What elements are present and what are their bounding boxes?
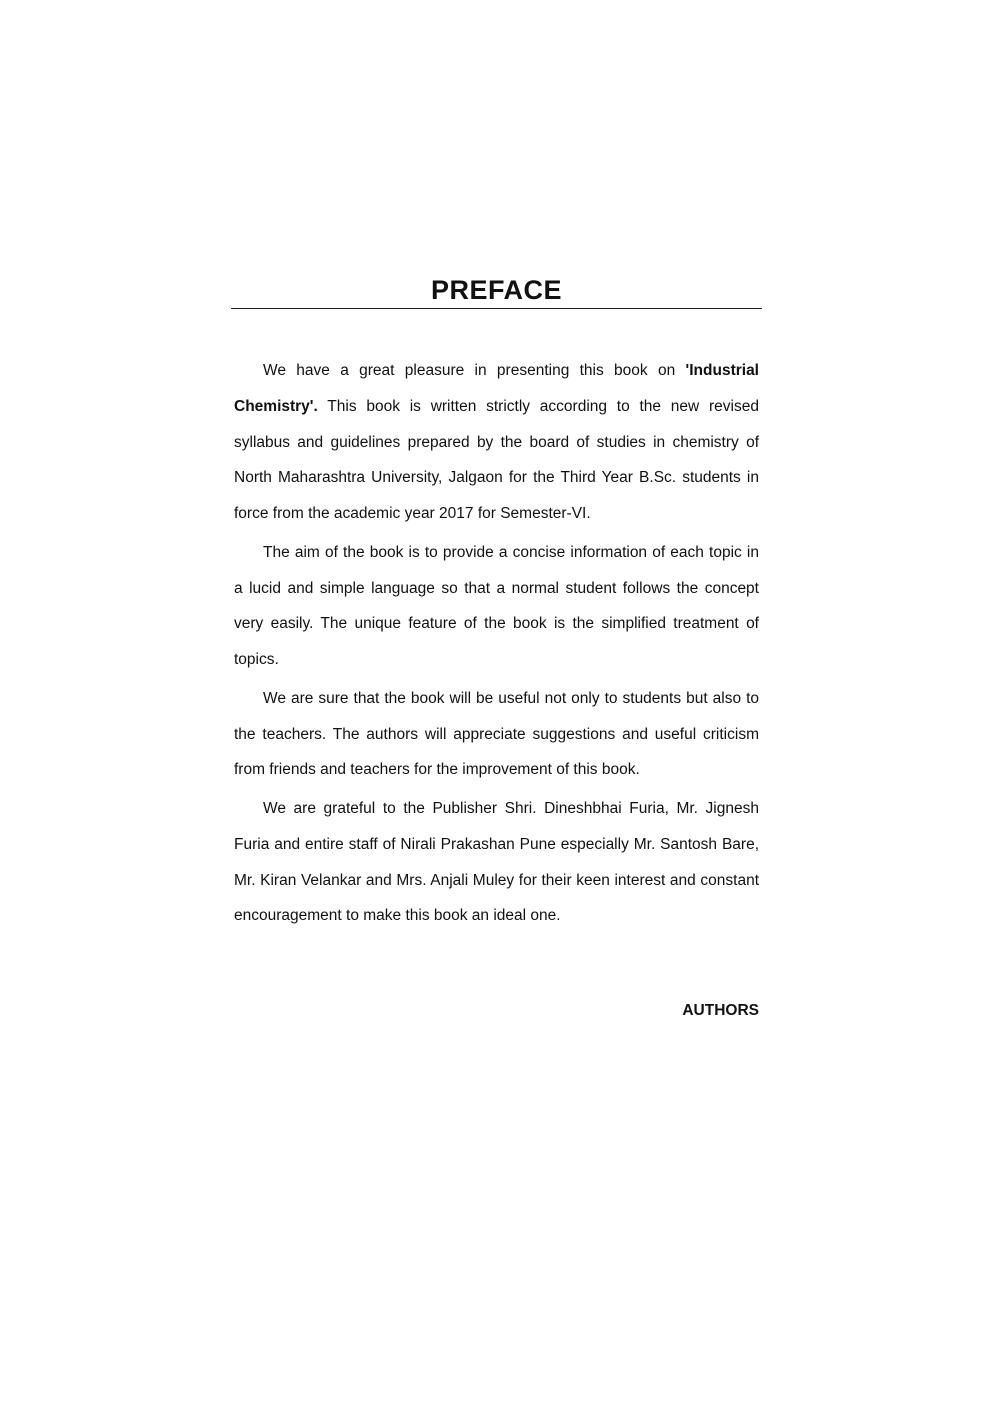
title-underline [231,308,762,309]
page-title: PREFACE [430,275,563,305]
paragraph-intro [234,353,759,532]
preface-body [234,353,759,937]
paragraph-intro-start: We have a great pleasure in presenting this book on [263,362,686,379]
paragraph-aim: The aim of the book is to provide a concise information of each topic in a lucid and simple language so that a normal student follows the concept very easily. The unique feature of the book is the simplified treatment of topics. [234,543,759,669]
book-title-emphasis: 'Industrial Chemistry'. [234,362,759,415]
paragraph-intro-rest: This book is written strictly according to the new revised syllabus and guidelines prepared by the board of studies in chemistry of North Maharashtra University, Jalgaon for the Third Year B.Sc. students in force from the academic year 2017 for Semester-VI. [234,397,759,523]
paragraph-usefulness: We are sure that the book will be useful not only to students but also to the teachers. The authors will appreciate suggestions and useful criticism from friends and teachers for the improvement of this book. [234,689,759,779]
paragraph-gratitude: We are grateful to the Publisher Shri. Dineshbhai Furia, Mr. Jignesh Furia and entire staff of Nirali Prakashan Pune especially Mr. Santosh Bare, Mr. Kiran Velankar and Mrs. Anjali Muley for their keen interest and constant encouragement to make this book an ideal one. [234,799,759,925]
authors-signature: AUTHORS [682,1002,759,1019]
